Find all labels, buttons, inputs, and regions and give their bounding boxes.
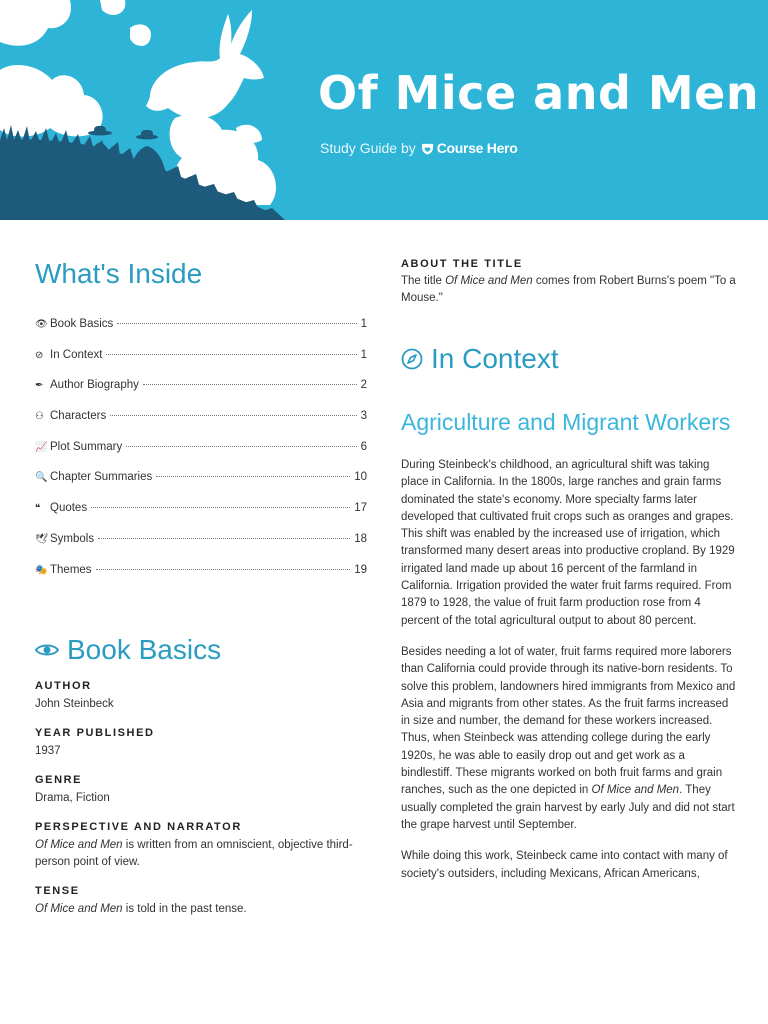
toc-leader-dots xyxy=(91,507,350,508)
cloud-shape xyxy=(100,0,125,15)
cloud-shape xyxy=(0,0,71,46)
toc-item-label: Quotes xyxy=(50,502,88,515)
left-column xyxy=(35,258,367,918)
chart-icon: 📈 xyxy=(35,441,48,453)
about-text-post: comes from Robert Burns's poem "To a Mouse." xyxy=(401,275,736,304)
compass-icon: ⊘ xyxy=(35,349,44,361)
toc-page-number: 6 xyxy=(360,440,367,453)
compass-icon xyxy=(401,348,423,370)
eye-icon: 👁 xyxy=(35,319,48,330)
year-label: YEAR PUBLISHED xyxy=(35,727,155,740)
bird-icon: 🕊 xyxy=(35,533,48,545)
para2-pre: Besides needing a lot of water, fruit farms required more laborers than California could provide through its native-born residents. To solve this problem, landowners hired immigrants from Mexico and Asia and migrants from other states. As the fruit farms increased in size and number, the demand for these workers increased. Thus, when Steinbeck was attending college during the early 1920s, he was able to easily drop out and get work as a bindlestiff. These migrants worked on both fruit farms and grain ranches, such as the one depicted in xyxy=(401,645,736,797)
quote-icon: ❝ xyxy=(35,503,41,515)
perspective-value xyxy=(35,837,367,871)
toc-page-number: 2 xyxy=(360,379,367,392)
toc-leader-dots xyxy=(126,446,356,447)
toc-item-chapter-summaries[interactable] xyxy=(35,471,367,502)
toc-item-in-context[interactable] xyxy=(35,349,367,380)
context-paragraph-1: During Steinbeck's childhood, an agricultural shift was taking place in California. In the 1800s, large ranches and grain farms dominated the state's economy. More specialty farms later developed that cultivated fruit crops such as oranges and grapes. This shift was enabled by the increased use of irrigation, which transformed many desert areas into productive cropland. By 1929 irrigated land made up about 16 percent of the farmland in California. Irrigation provided the water fruit farms required. From 1879 to 1928, the value of fruit farm production rose from 4 percent of the total agricultural output to about 80 percent. xyxy=(401,459,735,627)
context-paragraph-2 xyxy=(401,644,737,834)
in-context-title: In Context xyxy=(431,343,559,374)
toc-leader-dots xyxy=(96,569,351,570)
toc-leader-dots xyxy=(106,354,356,355)
magnifier-icon: 🔍 xyxy=(35,472,48,484)
right-column xyxy=(401,258,737,883)
toc-page-number: 18 xyxy=(354,532,367,545)
toc-item-symbols[interactable] xyxy=(35,533,367,564)
about-title-text xyxy=(401,273,737,307)
toc-item-characters[interactable] xyxy=(35,410,367,441)
book-title-italic: Of Mice and Men xyxy=(35,839,123,852)
book-title: Of Mice and Men xyxy=(318,66,760,120)
toc-item-label: Themes xyxy=(50,563,92,576)
masks-icon: 🎭 xyxy=(35,564,48,576)
eye-icon xyxy=(35,642,59,658)
header-banner xyxy=(0,0,768,220)
genre-value: Drama, Fiction xyxy=(35,792,110,805)
toc-page-number: 17 xyxy=(354,502,367,515)
toc-page-number: 10 xyxy=(354,471,367,484)
toc-item-label: Book Basics xyxy=(50,318,114,330)
table-of-contents xyxy=(35,318,367,594)
toc-item-quotes[interactable] xyxy=(35,502,367,533)
toc-title: What's Inside xyxy=(35,258,203,289)
author-label: AUTHOR xyxy=(35,680,92,693)
in-context-heading xyxy=(401,343,737,375)
brand-name: Course Hero xyxy=(436,140,518,156)
byline-text: Study Guide by xyxy=(320,140,416,156)
toc-leader-dots xyxy=(110,415,356,416)
book-title-italic: Of Mice and Men xyxy=(35,903,123,916)
year-value: 1937 xyxy=(35,745,61,758)
book-title-italic: Of Mice and Men xyxy=(445,275,533,287)
para2-post: . They usually completed the grain harvest by early July and did not start the grape harvest until September. xyxy=(401,784,735,831)
toc-page-number: 1 xyxy=(360,348,367,361)
toc-leader-dots xyxy=(98,538,350,539)
course-hero-logo[interactable] xyxy=(421,140,518,156)
toc-leader-dots xyxy=(117,323,356,324)
author-value: John Steinbeck xyxy=(35,698,114,711)
shield-icon xyxy=(421,142,434,155)
about-title-label: ABOUT THE TITLE xyxy=(401,258,523,270)
perspective-label: PERSPECTIVE AND NARRATOR xyxy=(35,821,242,834)
toc-item-plot-summary[interactable] xyxy=(35,441,367,472)
context-subtitle: Agriculture and Migrant Workers xyxy=(401,409,731,435)
toc-item-label: Characters xyxy=(50,410,107,423)
about-text-pre: The title xyxy=(401,275,446,287)
book-title-italic: Of Mice and Men xyxy=(591,784,680,797)
toc-item-label: Chapter Summaries xyxy=(50,471,153,484)
cloud-shape xyxy=(0,65,103,137)
toc-page-number: 1 xyxy=(360,318,367,330)
toc-item-label: In Context xyxy=(50,348,103,361)
toc-page-number: 3 xyxy=(360,410,367,423)
tense-label: TENSE xyxy=(35,885,80,898)
perspective-text: is written from an omniscient, objective third-person point of view. xyxy=(35,839,353,869)
toc-item-label: Plot Summary xyxy=(50,440,123,453)
rabbit-icon xyxy=(146,10,264,118)
toc-leader-dots xyxy=(156,476,350,477)
toc-page-number: 19 xyxy=(354,563,367,576)
toc-item-label: Author Biography xyxy=(50,379,139,392)
study-guide-byline xyxy=(320,140,517,156)
characters-icon: ⚇ xyxy=(35,411,44,423)
toc-leader-dots xyxy=(143,384,357,385)
tense-value xyxy=(35,901,367,918)
genre-label: GENRE xyxy=(35,774,83,787)
pen-nib-icon: ✒ xyxy=(35,380,44,392)
toc-item-label: Symbols xyxy=(50,532,95,545)
cover-illustration xyxy=(0,0,300,220)
toc-item-book-basics[interactable] xyxy=(35,318,367,349)
book-basics-title: Book Basics xyxy=(67,634,222,666)
context-paragraph-3: While doing this work, Steinbeck came into contact with many of society's outsiders, including Mexicans, African Americans, xyxy=(401,850,728,880)
toc-item-author-biography[interactable] xyxy=(35,379,367,410)
book-basics-heading xyxy=(35,634,367,666)
toc-item-themes[interactable] xyxy=(35,564,367,595)
tense-text: is told in the past tense. xyxy=(122,903,247,916)
cloud-shape xyxy=(130,24,151,46)
